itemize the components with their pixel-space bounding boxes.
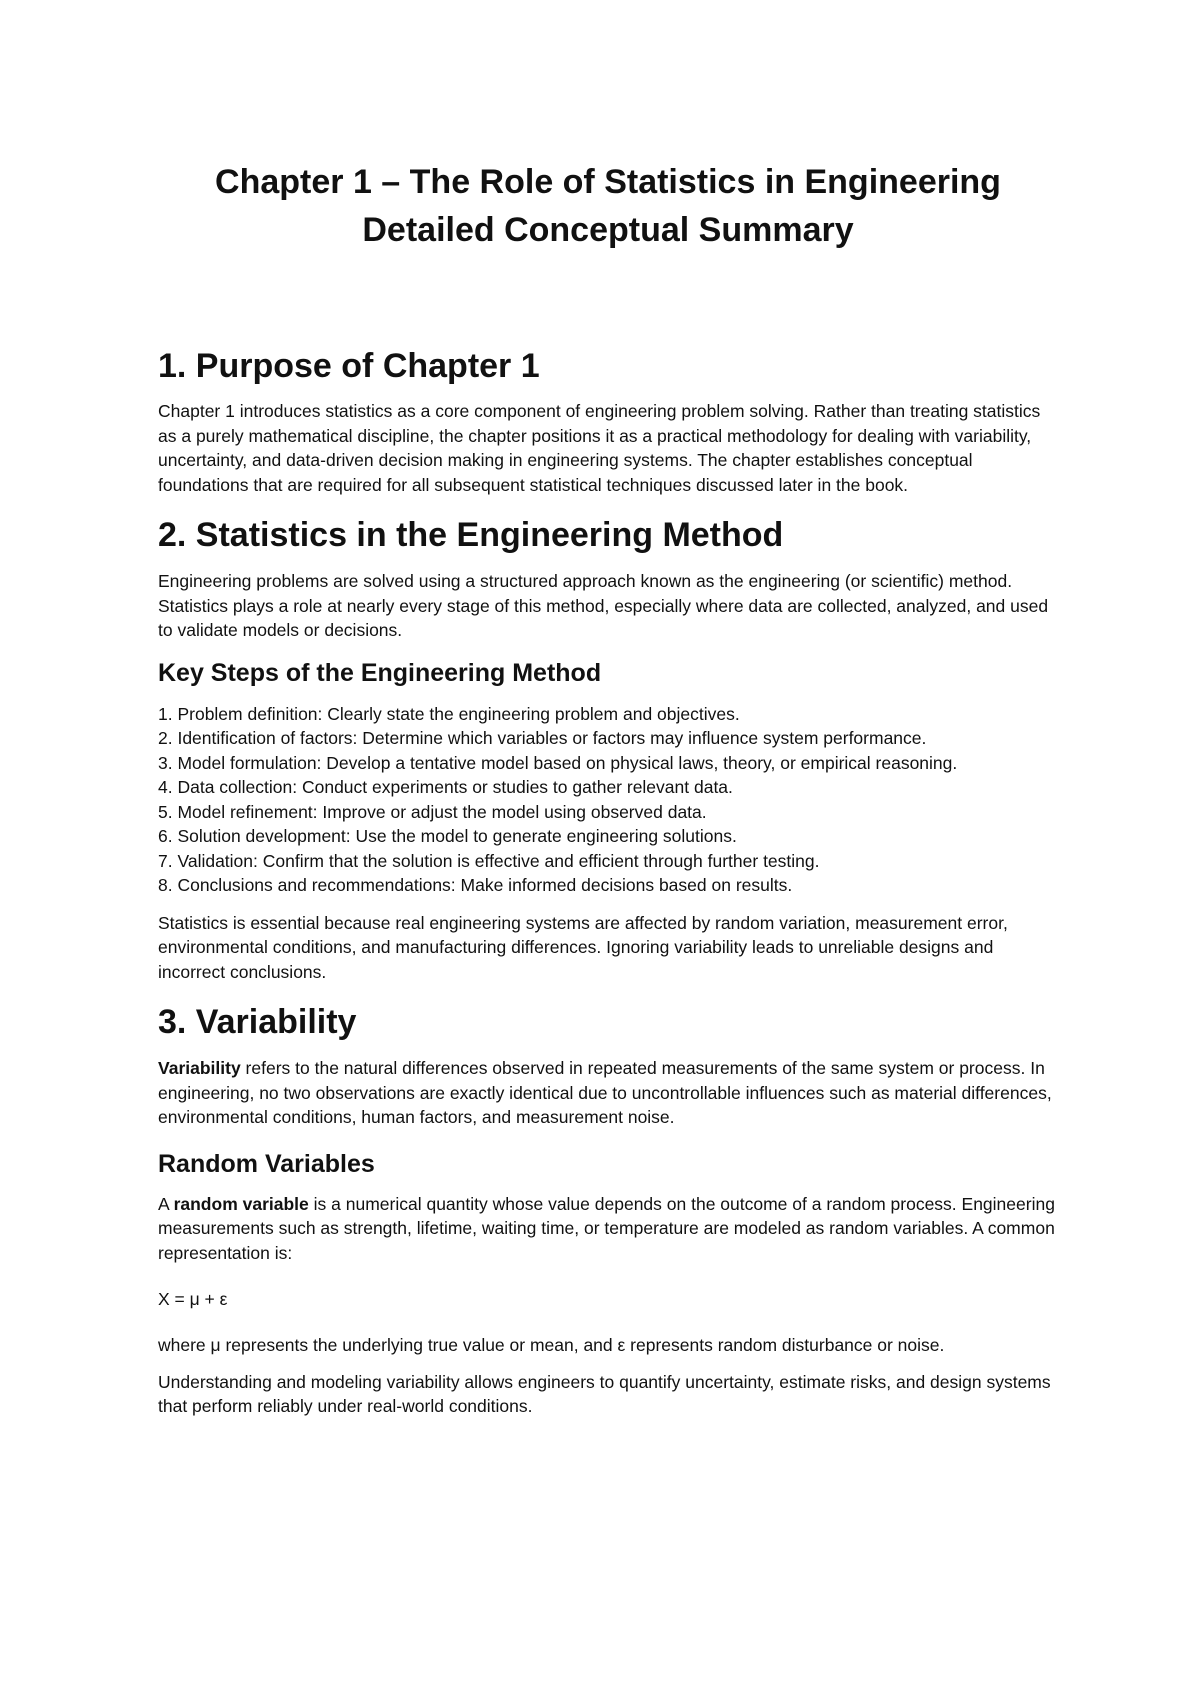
engineering-steps-list [158,702,1058,898]
variability-term: Variability [158,1058,241,1078]
random-variable-prefix: A [158,1193,174,1214]
document-page [158,150,1058,1419]
title-line-1: Chapter 1 – The Role of Statistics in Engineering [215,163,1001,201]
random-variables-heading: Random Variables [158,1149,375,1178]
variability-paragraph [158,1056,1058,1130]
list-item: 7. Validation: Confirm that the solution is effective and efficient through further testing. [158,850,820,871]
section-2-paragraph: Engineering problems are solved using a structured approach known as the engineering (or scientific) method. Statistics plays a role at nearly every stage of this method, especially where data are collected, analyzed, and used to validate models or decisions. [158,571,1049,640]
list-item: 8. Conclusions and recommendations: Make informed decisions based on results. [158,875,793,895]
list-item: 3. Model formulation: Develop a tentative model based on physical laws, theory, or empirical reasoning. [158,752,958,773]
document-title [158,158,1058,254]
list-item: 4. Data collection: Conduct experiments or studies to gather relevant data. [158,777,733,797]
key-steps-heading: Key Steps of the Engineering Method [158,658,602,687]
section-1-paragraph: Chapter 1 introduces statistics as a core component of engineering problem solving. Rather than treating statistics as a purely mathematical discipline, the chapter positions it as a practical methodology for dealing with variability, uncertainty, and data-driven decision making in engineering systems. The chapter establishes conceptual foundations that are required for all subsequent statistical techniques discussed later in the book. [158,401,1041,495]
list-item: 6. Solution development: Use the model to generate engineering solutions. [158,826,737,846]
title-line-2: Detailed Conceptual Summary [362,211,854,249]
list-item: 5. Model refinement: Improve or adjust the model using observed data. [158,801,707,822]
random-variable-paragraph [158,1192,1058,1266]
section-3-closing-paragraph: Understanding and modeling variability allows engineers to quantify uncertainty, estimate risks, and design systems that perform reliably under real-world conditions. [158,1371,1051,1416]
section-2-closing-paragraph: Statistics is essential because real engineering systems are affected by random variation, measurement error, environmental conditions, and manufacturing differences. Ignoring variability leads to unreliable designs and incorrect conclusions. [158,912,1008,982]
list-item: 1. Problem definition: Clearly state the engineering problem and objectives. [158,703,740,724]
random-variable-term: random variable [173,1193,309,1214]
list-item: 2. Identification of factors: Determine which variables or factors may influence system performance. [158,728,927,748]
section-2-heading: 2. Statistics in the Engineering Method [158,516,784,554]
section-1-heading: 1. Purpose of Chapter 1 [158,347,540,385]
formula-explanation: where μ represents the underlying true value or mean, and ε represents random disturbance or noise. [158,1335,945,1355]
random-variable-definition: is a numerical quantity whose value depends on the outcome of a random process. Engineering measurements such as strength, lifetime, waiting time, or temperature are modeled as random variables. A common representation is: [158,1193,1055,1263]
section-3-heading: 3. Variability [158,1003,357,1041]
variability-definition: refers to the natural differences observed in repeated measurements of the same system or process. In engineering, no two observations are exactly identical due to uncontrollable influences such as material differences, environmental conditions, human factors, and measurement noise. [158,1058,1052,1127]
formula: X = μ + ε [158,1289,228,1309]
